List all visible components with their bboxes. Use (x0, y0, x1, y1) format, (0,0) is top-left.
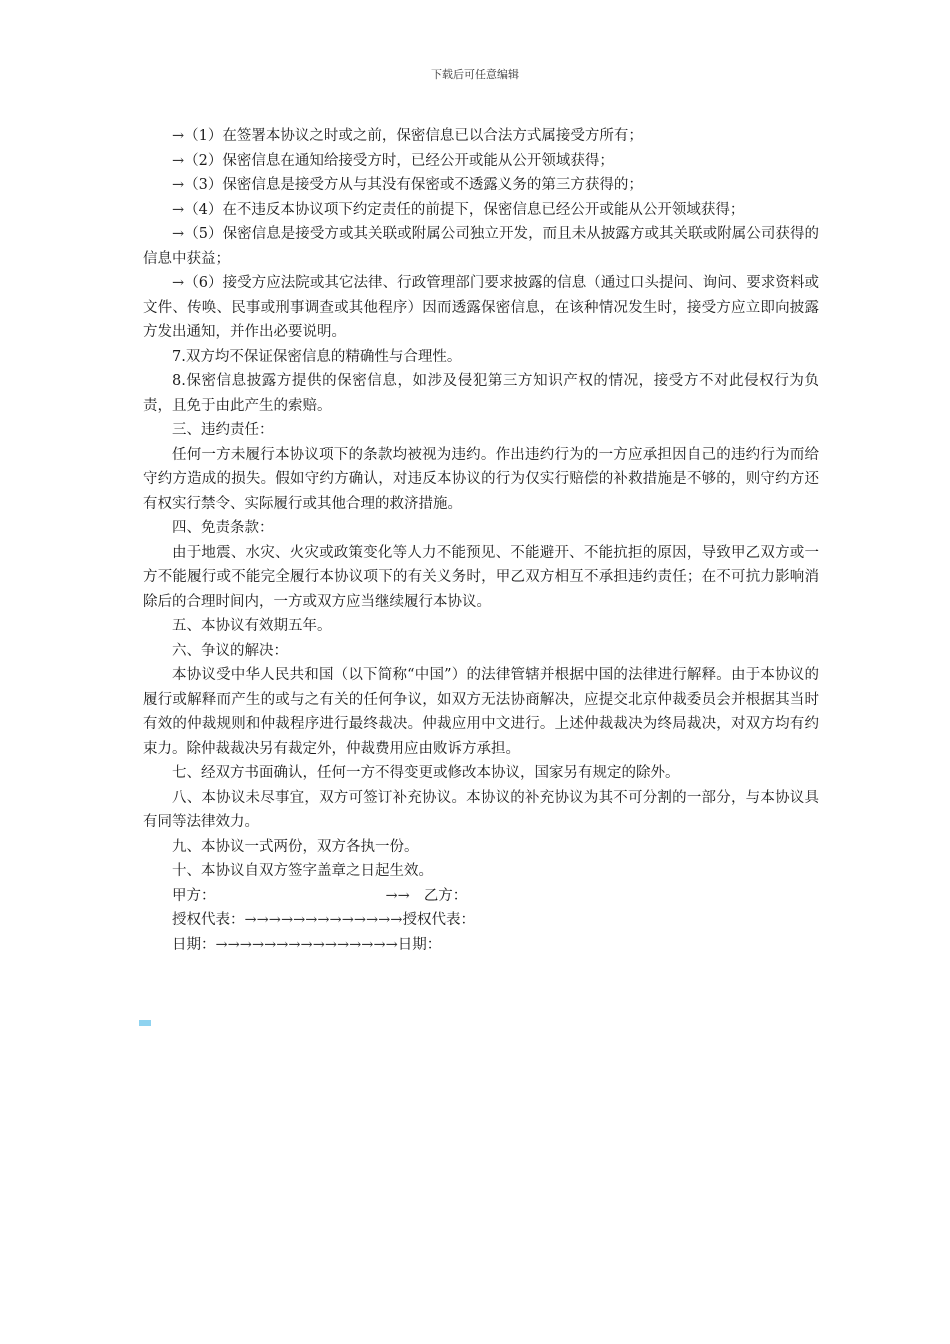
section-body-dispute: 本协议受中华人民共和国（以下简称“中国”）的法律管辖并根据中国的法律进行解释。由于本协议的履行或解释而产生的或与之有关的任何争议，如双方无法协商解决，应提交北京仲裁委员会并根据其当时有效的仲裁规则和仲裁程序进行最终裁决。仲裁应用中文进行。上述仲裁裁决为终局裁决，对双方均有约束力。除仲裁裁决另有裁定外，仲裁费用应由败诉方承担。 (143, 667, 819, 757)
section-body-exemption: 由于地震、水灾、火灾或政策变化等人力不能预见、不能避开、不能抗拒的原因，导致甲乙双方或一方不能履行或不能完全履行本协议项下的有关义务时，甲乙双方相互不承担违约责任；在不可抗力影响消除后的合理时间内，一方或双方应当继续履行本协议。 (143, 544, 819, 610)
rep-a-label: 授权代表： (172, 912, 245, 928)
section-effective: 十、本协议自双方签字盖章之日起生效。 (172, 863, 433, 879)
tab-arrow-icon: →→→→→→→→→→→→→→→ (215, 936, 398, 953)
tab-arrow-icon: → (172, 177, 185, 193)
clause-7: 7.双方均不保证保密信息的精确性与合理性。 (172, 348, 462, 365)
section-heading-breach: 三、违约责任： (172, 422, 274, 438)
section-copies: 九、本协议一式两份，双方各执一份。 (172, 838, 419, 855)
date-a-label: 日期： (172, 936, 216, 953)
tab-arrow-icon: → (172, 128, 185, 144)
party-b-label: 乙方： (423, 887, 468, 904)
clause-item-5: →（5）保密信息是接受方或其关联或附属公司独立开发，而且未从披露方或其关联或附属公司获得的信息中获益； (143, 226, 819, 267)
section-body-breach: 任何一方未履行本协议项下的条款均被视为违约。作出违约行为的一方应承担因自己的违约行为而给守约方造成的损失。假如守约方确认，对违反本协议的行为仅实行赔偿的补救措施是不够的，则守约方还有权实行禁令、实际履行或其他合理的救济措施。 (143, 446, 819, 512)
section-heading-exemption: 四、免责条款： (172, 520, 274, 536)
clause-item-3: →（3）保密信息是接受方从与其没有保密或不透露义务的第三方获得的； (172, 177, 643, 193)
tab-arrow-icon: → (172, 275, 185, 291)
signature-date-line (143, 933, 819, 958)
section-validity: 五、本协议有效期五年。 (172, 618, 332, 634)
page-header: 下载后可任意编辑 (431, 68, 519, 81)
selection-marker (139, 1020, 151, 1026)
document-body (143, 124, 819, 957)
section-supplement: 八、本协议未尽事宜，双方可签订补充协议。本协议的补充协议为其不可分割的一部分，与本协议具有同等法律效力。 (143, 789, 819, 830)
clause-item-4: →（4）在不违反本协议项下约定责任的前提下，保密信息已经公开或能从公开领域获得； (172, 201, 745, 218)
section-heading-dispute: 六、争议的解决： (172, 642, 288, 659)
tab-arrow-icon: → (172, 152, 185, 169)
section-amendment: 七、经双方书面确认，任何一方不得变更或修改本协议，国家另有规定的除外。 (172, 765, 680, 781)
tab-arrow-icon: →→ (385, 887, 410, 904)
tab-arrow-icon: → (172, 201, 185, 218)
tab-arrow-icon: → (172, 226, 185, 242)
clause-item-6: →（6）接受方应法院或其它法律、行政管理部门要求披露的信息（通过口头提问、询问、要求资料或文件、传唤、民事或刑事调查或其他程序）因而透露保密信息，在该种情况发生时，接受方应立即向披露方发出通知，并作出必要说明。 (143, 275, 819, 340)
clause-item-1: →（1）在签署本协议之时或之前，保密信息已以合法方式属接受方所有； (172, 128, 643, 144)
signature-rep-line (143, 908, 819, 933)
clause-item-2: →（2）保密信息在通知给接受方时，已经公开或能从公开领域获得； (172, 152, 614, 169)
tab-arrow-icon: →→→→→→→→→→→→→ (244, 912, 403, 928)
date-b-label: 日期： (397, 936, 442, 953)
rep-b-label: 授权代表： (402, 912, 475, 928)
signature-party-line (143, 884, 819, 909)
party-a-label: 甲方： (172, 887, 216, 904)
clause-8: 8.保密信息披露方提供的保密信息，如涉及侵犯第三方知识产权的情况，接受方不对此侵权行为负责，且免于由此产生的索赔。 (143, 373, 819, 414)
